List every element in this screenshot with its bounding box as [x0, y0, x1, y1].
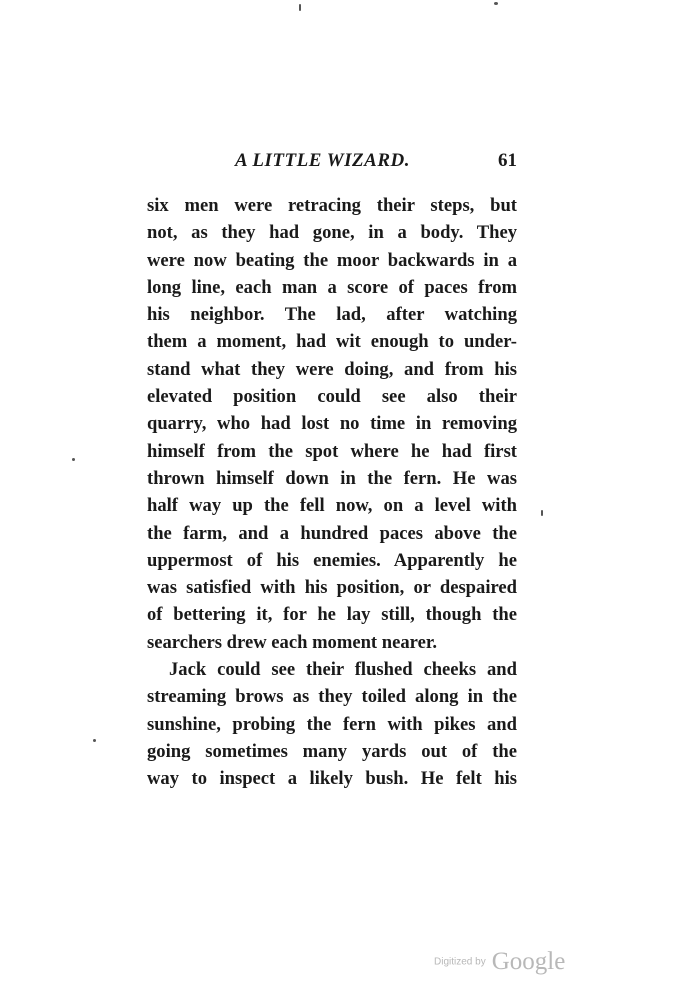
text-line: himself from the spot where he had first — [147, 440, 517, 462]
scan-speck — [494, 2, 498, 5]
scan-speck — [93, 739, 96, 742]
text-line: was satisfied with his position, or despaired — [147, 577, 517, 599]
digitized-watermark — [434, 948, 565, 976]
watermark-logo: Google — [491, 948, 566, 975]
text-line: long line, each man a score of paces from — [147, 276, 517, 298]
paragraph-start-line: Jack could see their flushed cheeks and — [169, 659, 517, 681]
body-text — [147, 192, 517, 793]
text-line: of bettering it, for he lay still, though the — [147, 604, 517, 626]
text-line: not, as they had gone, in a body. They — [147, 222, 517, 244]
text-line: thrown himself down in the fern. He was — [147, 467, 517, 489]
text-line: uppermost of his enemies. Apparently he — [147, 549, 517, 571]
scan-speck — [541, 510, 543, 516]
page-number: 61 — [498, 150, 517, 171]
scan-speck — [72, 458, 75, 461]
text-line: going sometimes many yards out of the — [147, 740, 517, 762]
text-line: streaming brows as they toiled along in the — [147, 686, 517, 708]
text-line: stand what they were doing, and from his — [147, 358, 517, 380]
text-line: the farm, and a hundred paces above the — [147, 522, 517, 544]
text-line: elevated position could see also their — [147, 386, 517, 408]
watermark-prefix: Digitized by — [434, 956, 486, 968]
text-line: six men were retracing their steps, but — [147, 195, 517, 216]
text-line: way to inspect a likely bush. He felt his — [147, 768, 517, 790]
text-line: quarry, who had lost no time in removing — [147, 413, 517, 435]
running-title: A LITTLE WIZARD. — [235, 150, 410, 171]
text-line: them a moment, had wit enough to under- — [147, 331, 517, 353]
text-line: were now beating the moor backwards in a — [147, 249, 517, 271]
text-line: his neighbor. The lad, after watching — [147, 304, 517, 326]
running-head — [147, 150, 517, 180]
text-line: sunshine, probing the fern with pikes and — [147, 713, 517, 735]
scan-speck — [299, 4, 301, 11]
paragraph-end-line: searchers drew each moment nearer. — [147, 631, 438, 653]
text-line: half way up the fell now, on a level with — [147, 495, 517, 517]
